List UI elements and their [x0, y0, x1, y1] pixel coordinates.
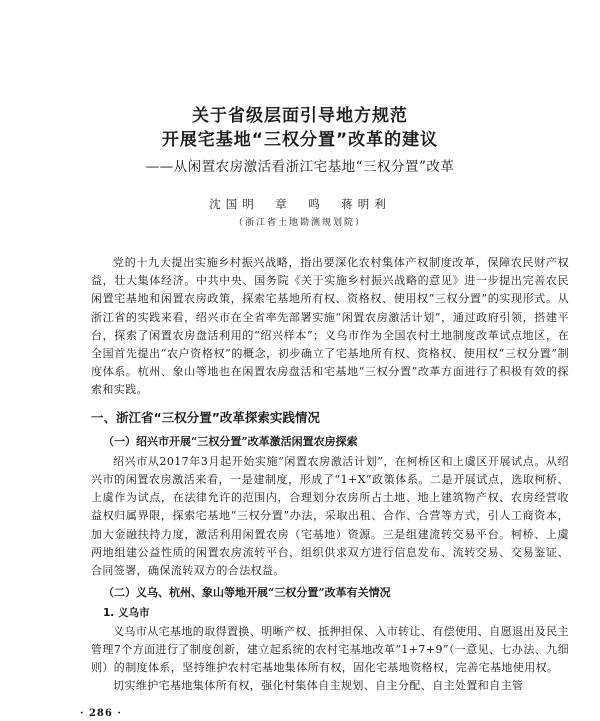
intro-paragraph: 党的十九大提出实施乡村振兴战略，指出要深化农村集体产权制度改革，保障农民财产权益，壮大集体经济。中共中央、国务院《关于实施乡村振兴战略的意见》进一步提出完善农民闲置宅基地和闲置农房政策，探索宅基地所有权、资格权、使用权“三权分置”的实现形式。从浙江省的实践来看，绍兴市在全省率先部署实施“闲置农房激活计划”，通过政府引领，搭建平台，探索了闲置农房盘活利用的“绍兴样本”；义乌市作为全国农村土地制度改革试点地区，在全国首先提出“农户资格权”的概念，初步确立了宅基地所有权、资格权、使用权“三权分置”制度体系。杭州、象山等地也在闲置农房盘活和宅基地“三权分置”改革方面进行了积极有效的探索和实践。 [91, 256, 569, 397]
section-1-heading: 一、浙江省“三权分置”改革探索实践情况 [91, 409, 320, 425]
subsection-1-heading: （一）绍兴市开展“三权分置”改革激活闲置农房探索 [103, 434, 358, 448]
affiliation: （浙江省土地勘测规划院） [233, 218, 366, 228]
title-line-2: 开展宅基地“三权分置”改革的建议 [161, 130, 439, 150]
article-body [91, 254, 569, 695]
subsection-1-paragraph: 绍兴市从2017年3月起开始实施“闲置农房激活计划”，在柯桥区和上虞区开展试点。从绍兴市的闲置农房激活来看，一是建制度，形成了“1+X”政策体系。二是开展试点，选取柯桥、上虞作为试点，在法律允许的范围内，合理划分农房所占土地、地上建筑物产权、农房经营收益权归属界限，探索宅基地“三权分置”办法，采取出租、合作、合营等方式，引人工商资本，加大金融扶持力度，激活利用闲置农房（宅基地）资源。三是组建流转交易平台。柯桥、上虞两地组建公益性质的闲置农房流转平台，组织供求双方进行信息发布、流转交易、交易鉴证、合同签署，确保流转双方的合法权益。 [91, 454, 569, 578]
continuation-paragraph: 切实维护宅基地集体所有权，强化村集体自主规划、自主分配、自主处置和自主管 [113, 679, 524, 693]
subsection-2-heading: （二）义乌、杭州、象山等地开展“三权分置”改革有关情况 [103, 586, 391, 600]
subtitle: ——从闲置农房激活看浙江宅基地“三权分置”改革 [145, 159, 455, 175]
title-line-1: 关于省级层面引导地方规范 [192, 106, 408, 126]
item-1-paragraph: 义乌市从宅基地的取得置换、明晰产权、抵押担保、入市转让、有偿使用、自愿退出及民主管理7个方面进行了制度创新，建立起系统的农村宅基地改革“1+7+9”（一意见、七办法、九细则）的制度体系，坚持维护农村宅基地集体所有权，固化宅基地资格权，完善宅基地使用权。 [91, 624, 569, 675]
page-number: · 286 · [80, 708, 122, 719]
item-1-heading: 1. 义乌市 [103, 607, 150, 620]
authors: 沈国明 章 鸣 蒋明利 [209, 197, 391, 211]
